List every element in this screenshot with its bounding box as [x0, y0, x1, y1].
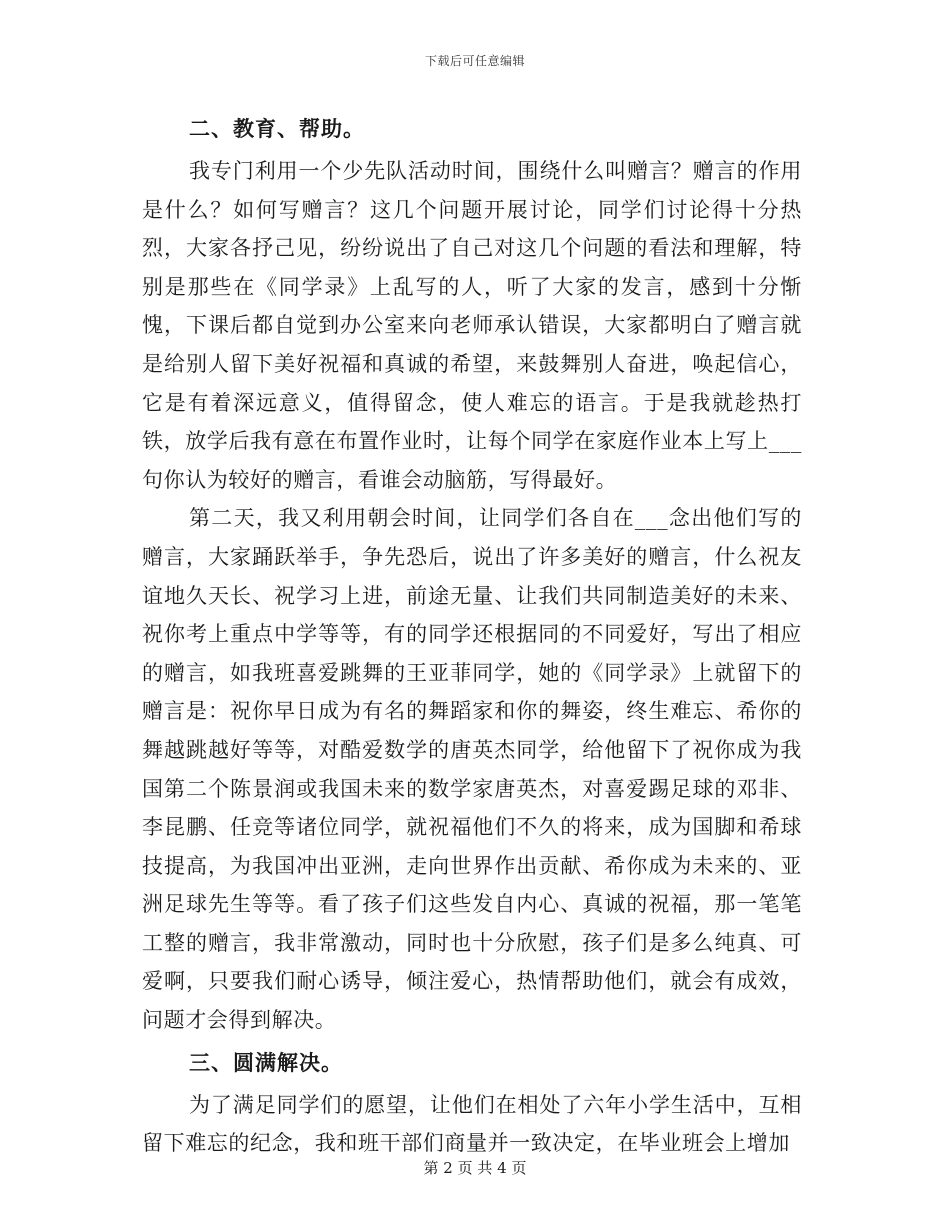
- section-heading-resolution: 三、圆满解决。: [189, 1049, 343, 1075]
- paragraph-graduation-meeting: 为了满足同学们的愿望，让他们在相处了六年小学生活中，互相留下难忘的纪念，我和班干部们商量并一致决定，在毕业班会上增加: [142, 1092, 802, 1156]
- document-body: [142, 106, 802, 1163]
- paragraph-discussion: 我专门利用一个少先队活动时间，围绕什么叫赠言？赠言的作用是什么？如何写赠言？这几个问题开展讨论，同学们讨论得十分热烈，大家各抒己见，纷纷说出了自己对这几个问题的看法和理解，特别是那些在《同学录》上乱写的人，听了大家的发言，感到十分惭愧，下课后都自觉到办公室来向老师承认错误，大家都明白了赠言就是给别人留下美好祝福和真诚的希望，来鼓舞别人奋进，唤起信心，它是有着深远意义，值得留念，使人难忘的语言。于是我就趁热打铁，放学后我有意在布置作业时，让每个同学在家庭作业本上写上___句你认为较好的赠言，看谁会动脑筋，写得最好。: [142, 159, 802, 492]
- section-heading-education: 二、教育、帮助。: [189, 116, 365, 141]
- paragraph-morning-meeting: 第二天，我又利用朝会时间，让同学们各自在___念出他们写的赠言，大家踊跃举手，争先恐后，说出了许多美好的赠言，什么祝友谊地久天长、祝学习上进，前途无量、让我们共同制造美好的未来、祝你考上重点中学等等，有的同学还根据同的不同爱好，写出了相应的赠言，如我班喜爱跳舞的王亚菲同学，她的《同学录》上就留下的赠言是：祝你早日成为有名的舞蹈家和你的舞姿，终生难忘、希你的舞越跳越好等等，对酷爱数学的唐英杰同学，给他留下了祝你成为我国第二个陈景润或我国未来的数学家唐英杰，对喜爱踢足球的邓非、李昆鹏、任竞等诸位同学，就祝福他们不久的将来，成为国脚和希球技提高，为我国冲出亚洲，走向世界作出贡献、希你成为未来的、亚洲足球先生等等。看了孩子们这些发自内心、真诚的祝福，那一笔笔工整的赠言，我非常激动，同时也十分欣慰，孩子们是多么纯真、可爱啊，只要我们耐心诱导，倾注爱心，热情帮助他们，就会有成效，问题才会得到解决。: [142, 506, 802, 1033]
- page-number: 第 2 页 共 4 页: [423, 1159, 527, 1177]
- page-header-note: 下载后可任意编辑: [424, 54, 525, 68]
